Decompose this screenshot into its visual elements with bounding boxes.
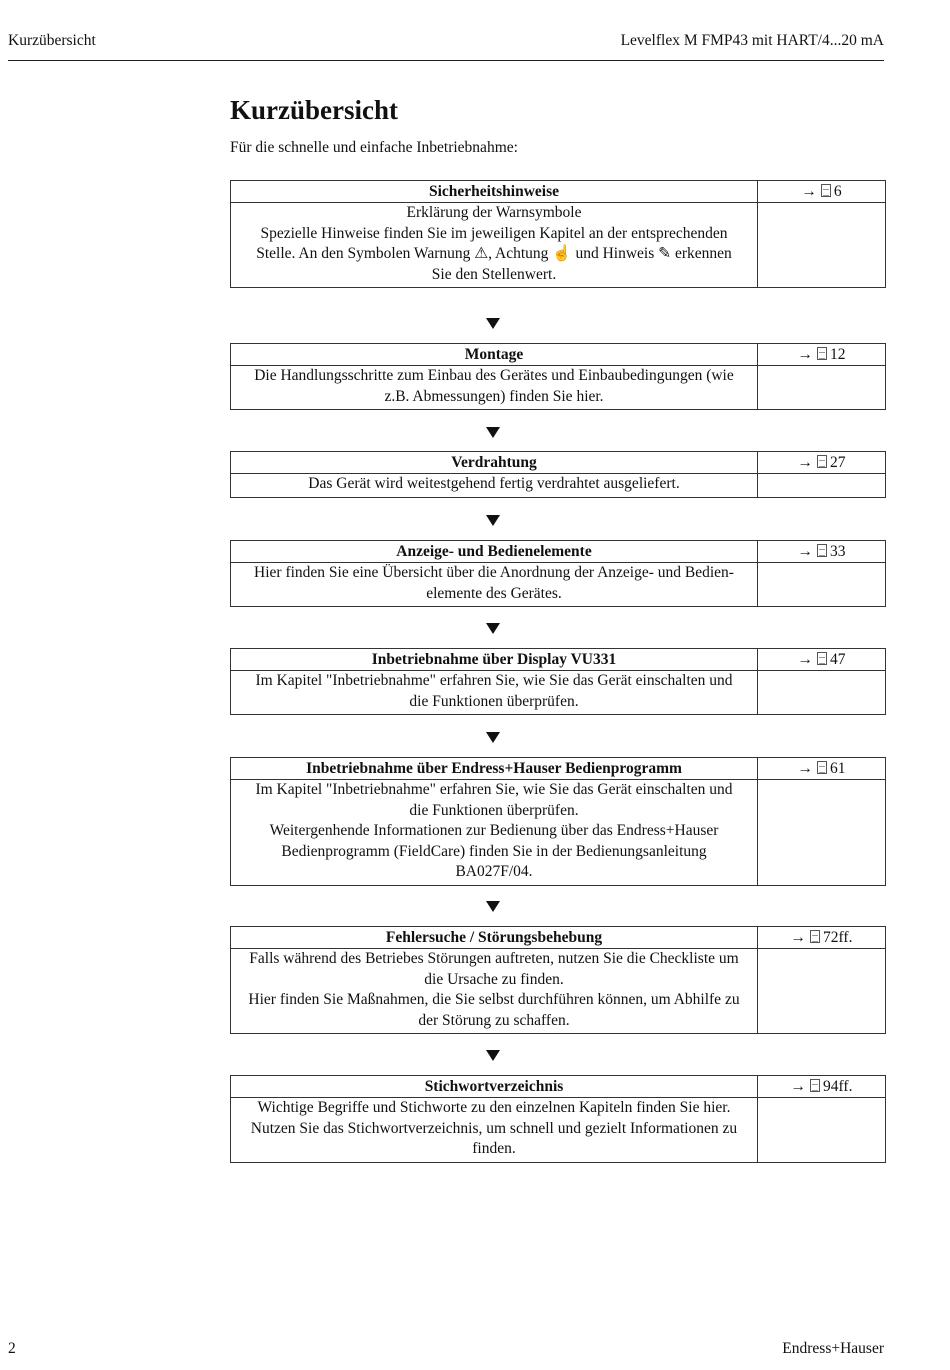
step-box bbox=[230, 648, 886, 715]
description-line: Im Kapitel "Inbetriebnahme" erfahren Sie, wie Sie das Gerät einschalten und bbox=[255, 672, 733, 689]
step-body-row bbox=[231, 563, 885, 606]
step-header-row bbox=[231, 758, 885, 780]
arrow-right-icon: → bbox=[790, 929, 807, 946]
description-line: BA027F/04. bbox=[455, 863, 533, 880]
description-line: Sie den Stellenwert. bbox=[431, 265, 557, 283]
page-ref-number: 61 bbox=[830, 760, 846, 777]
step-page-reference[interactable] bbox=[758, 1076, 885, 1097]
description-line: Nutzen Sie das Stichwortverzeichnis, um schnell und gezielt Informationen zu bbox=[250, 1119, 738, 1137]
description-line: Bedienprogramm (FieldCare) finden Sie in der Bedienungsanleitung bbox=[281, 842, 707, 860]
step-body-row bbox=[231, 780, 885, 885]
step-title: Sicherheitshinweise bbox=[231, 181, 758, 202]
step-description bbox=[231, 671, 758, 714]
page-icon bbox=[810, 1079, 820, 1092]
step-page-reference[interactable] bbox=[758, 758, 885, 779]
step-page-reference[interactable] bbox=[758, 649, 885, 670]
step-description bbox=[231, 474, 758, 497]
step-header-row bbox=[231, 541, 885, 563]
step-title: Fehlersuche / Störungsbehebung bbox=[231, 927, 758, 948]
description-line: elemente des Gerätes. bbox=[426, 584, 562, 602]
step-box bbox=[230, 180, 886, 288]
footer-brand: Endress+Hauser bbox=[782, 1340, 884, 1357]
page-title: Kurzübersicht bbox=[230, 95, 398, 125]
step-page-reference[interactable] bbox=[758, 541, 885, 562]
page-icon bbox=[817, 347, 827, 360]
step-empty-cell bbox=[758, 780, 885, 885]
step-body-row bbox=[231, 1098, 885, 1162]
step-empty-cell bbox=[758, 563, 885, 606]
step-title: Montage bbox=[231, 344, 758, 365]
step-page-reference[interactable] bbox=[758, 927, 885, 948]
arrow-down-icon bbox=[486, 318, 500, 329]
step-box bbox=[230, 451, 886, 498]
step-box bbox=[230, 540, 886, 607]
description-line: der Störung zu schaffen. bbox=[418, 1011, 570, 1029]
page-icon bbox=[817, 455, 827, 468]
header-product: Levelflex M FMP43 mit HART/4...20 mA bbox=[620, 32, 884, 49]
page-ref-number: 47 bbox=[830, 651, 846, 668]
step-description bbox=[231, 366, 758, 409]
description-line: die Ursache zu finden. bbox=[424, 970, 564, 988]
step-title: Inbetriebnahme über Display VU331 bbox=[231, 649, 758, 670]
page-number: 2 bbox=[8, 1340, 16, 1357]
description-line: Stelle. An den Symbolen Warnung ⚠, Achtung ☝ und Hinweis ✎ erkennen bbox=[256, 245, 732, 262]
description-line: z.B. Abmessungen) finden Sie hier. bbox=[384, 387, 604, 405]
description-line: Wichtige Begriffe und Stichworte zu den einzelnen Kapiteln finden Sie hier. bbox=[257, 1099, 731, 1116]
step-box bbox=[230, 757, 886, 886]
arrow-down-icon bbox=[486, 732, 500, 743]
arrow-right-icon: → bbox=[797, 760, 813, 777]
arrow-down-icon bbox=[486, 1050, 500, 1061]
running-header bbox=[8, 32, 884, 61]
page-ref-number: 94ff. bbox=[823, 1078, 853, 1095]
step-box bbox=[230, 343, 886, 410]
description-line: die Funktionen überprüfen. bbox=[409, 801, 579, 819]
description-line: Weitergenhende Informationen zur Bedienung über das Endress+Hauser bbox=[269, 822, 719, 839]
step-empty-cell bbox=[758, 474, 885, 497]
step-box bbox=[230, 1075, 886, 1163]
arrow-right-icon: → bbox=[797, 651, 813, 668]
step-body-row bbox=[231, 949, 885, 1033]
step-page-reference[interactable] bbox=[758, 181, 885, 202]
page-ref-number: 72ff. bbox=[823, 929, 853, 946]
arrow-down-icon bbox=[486, 515, 500, 526]
page-icon bbox=[817, 652, 827, 665]
step-title: Anzeige- und Bedienelemente bbox=[231, 541, 758, 562]
step-body-row bbox=[231, 474, 885, 497]
step-header-row bbox=[231, 649, 885, 671]
header-section: Kurzübersicht bbox=[8, 32, 96, 49]
step-header-row bbox=[231, 344, 885, 366]
page-ref-number: 33 bbox=[830, 543, 846, 560]
arrow-right-icon: → bbox=[797, 543, 813, 560]
step-description bbox=[231, 780, 758, 885]
step-description bbox=[231, 949, 758, 1033]
step-header-row bbox=[231, 181, 885, 203]
arrow-down-icon bbox=[486, 623, 500, 634]
step-body-row bbox=[231, 671, 885, 714]
step-page-reference[interactable] bbox=[758, 452, 885, 473]
step-title: Inbetriebnahme über Endress+Hauser Bedienprogramm bbox=[231, 758, 758, 779]
step-empty-cell bbox=[758, 366, 885, 409]
description-line: Hier finden Sie eine Übersicht über die Anordnung der Anzeige- und Bedien- bbox=[254, 564, 734, 581]
description-line: Hier finden Sie Maßnahmen, die Sie selbst durchführen können, um Abhilfe zu bbox=[248, 991, 740, 1008]
arrow-right-icon: → bbox=[797, 454, 813, 471]
step-box bbox=[230, 926, 886, 1034]
step-title: Stichwortverzeichnis bbox=[231, 1076, 758, 1097]
page-ref-number: 12 bbox=[830, 346, 846, 363]
description-line: Im Kapitel "Inbetriebnahme" erfahren Sie, wie Sie das Gerät einschalten und bbox=[255, 781, 733, 798]
step-empty-cell bbox=[758, 949, 885, 1033]
arrow-down-icon bbox=[486, 901, 500, 912]
page-icon bbox=[810, 930, 820, 943]
step-title: Verdrahtung bbox=[231, 452, 758, 473]
intro-text: Für die schnelle und einfache Inbetriebnahme: bbox=[230, 139, 518, 156]
step-body-row bbox=[231, 366, 885, 409]
step-empty-cell bbox=[758, 1098, 885, 1162]
step-description bbox=[231, 1098, 758, 1162]
arrow-right-icon: → bbox=[797, 346, 813, 363]
step-header-row bbox=[231, 452, 885, 474]
step-header-row bbox=[231, 1076, 885, 1098]
step-empty-cell bbox=[758, 203, 885, 287]
page-icon bbox=[817, 761, 827, 774]
step-empty-cell bbox=[758, 671, 885, 714]
description-line: Falls während des Betriebes Störungen auftreten, nutzen Sie die Checkliste um bbox=[249, 950, 739, 967]
page-ref-number: 27 bbox=[830, 454, 846, 471]
step-description bbox=[231, 203, 758, 287]
page-icon bbox=[821, 184, 831, 197]
arrow-right-icon: → bbox=[801, 183, 817, 200]
step-body-row bbox=[231, 203, 885, 287]
description-line: Spezielle Hinweise finden Sie im jeweiligen Kapitel an der entsprechenden bbox=[260, 224, 728, 242]
page-icon bbox=[817, 544, 827, 557]
description-line: Erklärung der Warnsymbole bbox=[406, 204, 582, 221]
step-description bbox=[231, 563, 758, 606]
arrow-down-icon bbox=[486, 427, 500, 438]
arrow-right-icon: → bbox=[790, 1078, 807, 1095]
page-ref-number: 6 bbox=[833, 183, 842, 200]
step-page-reference[interactable] bbox=[758, 344, 885, 365]
step-header-row bbox=[231, 927, 885, 949]
description-line: die Funktionen überprüfen. bbox=[409, 692, 579, 710]
description-line: finden. bbox=[472, 1140, 516, 1157]
description-line: Das Gerät wird weitestgehend fertig verdrahtet ausgeliefert. bbox=[308, 475, 680, 492]
description-line: Die Handlungsschritte zum Einbau des Gerätes und Einbaubedingungen (wie bbox=[254, 367, 734, 384]
